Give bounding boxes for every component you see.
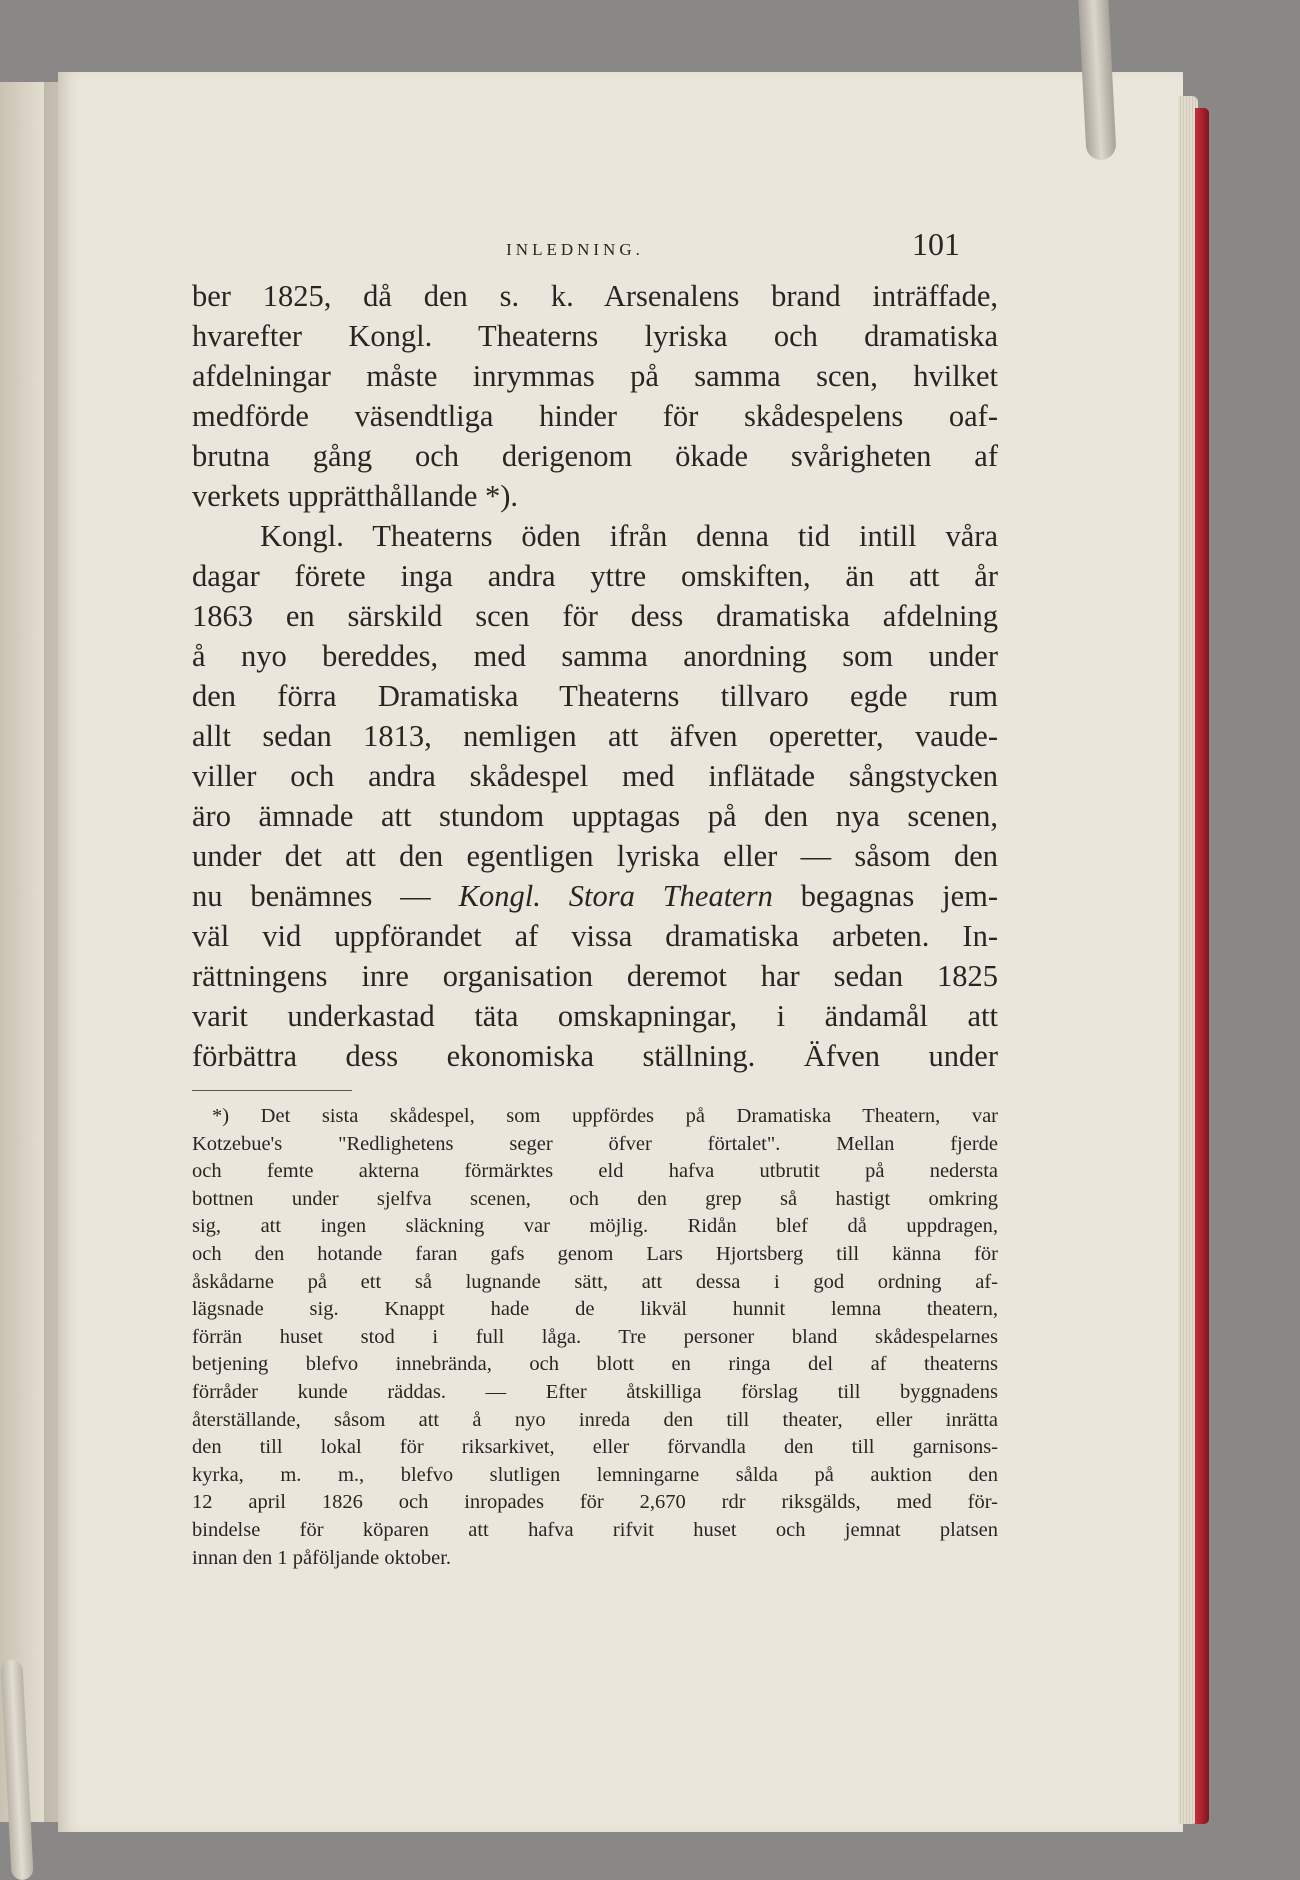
body-line: afdelningar måste inrymmas på samma scen, hvilket <box>192 359 998 393</box>
body-line: dagar förete inga andra yttre omskiften, än att år <box>192 559 998 593</box>
footnote-line: sig, att ingen släckning var möjlig. Ridån blef då uppdragen, <box>192 1215 998 1238</box>
footnote-line: 12 april 1826 och inropades för 2,670 rdr riksgälds, med för- <box>192 1491 998 1514</box>
body-line: viller och andra skådespel med inflätade sångstycken <box>192 759 998 793</box>
footnote-line: bottnen under sjelfva scenen, och den grep så hastigt omkring <box>192 1187 998 1210</box>
running-title: INLEDNING. <box>506 240 644 259</box>
footnote-line: bindelse för köparen att hafva rifvit huset och jemnat platsen <box>192 1518 998 1541</box>
body-line: under det att den egentligen lyriska eller — såsom den <box>192 839 998 873</box>
footnote-line: innan den 1 påföljande oktober. <box>192 1546 452 1569</box>
body-line: 1863 en särskild scen för dess dramatiska afdelning <box>192 599 998 633</box>
body-line-part: begagnas jem- <box>772 879 998 913</box>
footnote <box>192 1103 998 1572</box>
body-line: äro ämnade att stundom upptagas på den nya scenen, <box>192 799 998 833</box>
page-text-block <box>192 226 998 1572</box>
footnote-line: förråder kunde räddas. — Efter åtskilliga förslag till byggnadens <box>192 1380 998 1403</box>
footnote-rule <box>192 1090 352 1091</box>
body-line: den förra Dramatiska Theaterns tillvaro egde rum <box>192 679 998 713</box>
footnote-line: Kotzebue's "Redlighetens seger öfver förtalet". Mellan fjerde <box>192 1132 998 1155</box>
footnote-line: kyrka, m. m., blefvo slutligen lemningarne sålda på auktion den <box>192 1463 998 1486</box>
body-line-with-italic <box>192 876 998 916</box>
footnote-line: återställande, såsom att å nyo inreda den till theater, eller inrätta <box>192 1408 998 1431</box>
footnote-line: och femte akterna förmärktes eld hafva utbrutit på nedersta <box>192 1160 998 1183</box>
body-line: allt sedan 1813, nemligen att äfven operetter, vaude- <box>192 719 998 753</box>
body-line: ber 1825, då den s. k. Arsenalens brand inträffade, <box>192 279 998 313</box>
body-line: varit underkastad täta omskapningar, i ändamål att <box>192 999 998 1033</box>
red-book-edge <box>1195 108 1209 1824</box>
page-number: 101 <box>912 226 960 262</box>
footnote-line: betjening blefvo innebrända, och blott en ringa del af theaterns <box>192 1353 998 1376</box>
body-line: medförde väsendtliga hinder för skådespelens oaf- <box>192 399 998 433</box>
footnote-line: den till lokal för riksarkivet, eller förvandla den till garnisons- <box>192 1436 998 1459</box>
body-line: å nyo bereddes, med samma anordning som under <box>192 639 998 673</box>
body-line: brutna gång och derigenom ökade svårigheten af <box>192 439 998 473</box>
body-line-part: nu benämnes — <box>192 879 459 913</box>
footnote-line: åskådarne på ett så lugnande sätt, att dessa i god ordning af- <box>192 1270 998 1293</box>
body-line: Kongl. Theaterns öden ifrån denna tid intill våra <box>260 519 998 553</box>
body-text <box>192 276 998 1076</box>
body-line: verkets upprätthållande *). <box>192 479 519 513</box>
body-line: rättningens inre organisation deremot har sedan 1825 <box>192 959 998 993</box>
body-line: väl vid uppförandet af vissa dramatiska arbeten. In- <box>192 919 998 953</box>
footnote-line: och den hotande faran gafs genom Lars Hjortsberg till känna för <box>192 1242 998 1265</box>
footnote-line: förrän huset stod i full låga. Tre personer bland skådespelarnes <box>192 1325 998 1348</box>
footnote-line: *) Det sista skådespel, som uppfördes på Dramatiska Theatern, var <box>212 1105 998 1127</box>
body-line: hvarefter Kongl. Theaterns lyriska och dramatiska <box>192 319 998 353</box>
body-line: förbättra dess ekonomiska ställning. Äfven under <box>192 1039 998 1073</box>
footnote-line: lägsnade sig. Knappt hade de likväl hunnit lemna theatern, <box>192 1298 998 1321</box>
running-head <box>192 226 998 274</box>
italic-theatre-name: Kongl. Stora Theatern <box>458 879 773 913</box>
